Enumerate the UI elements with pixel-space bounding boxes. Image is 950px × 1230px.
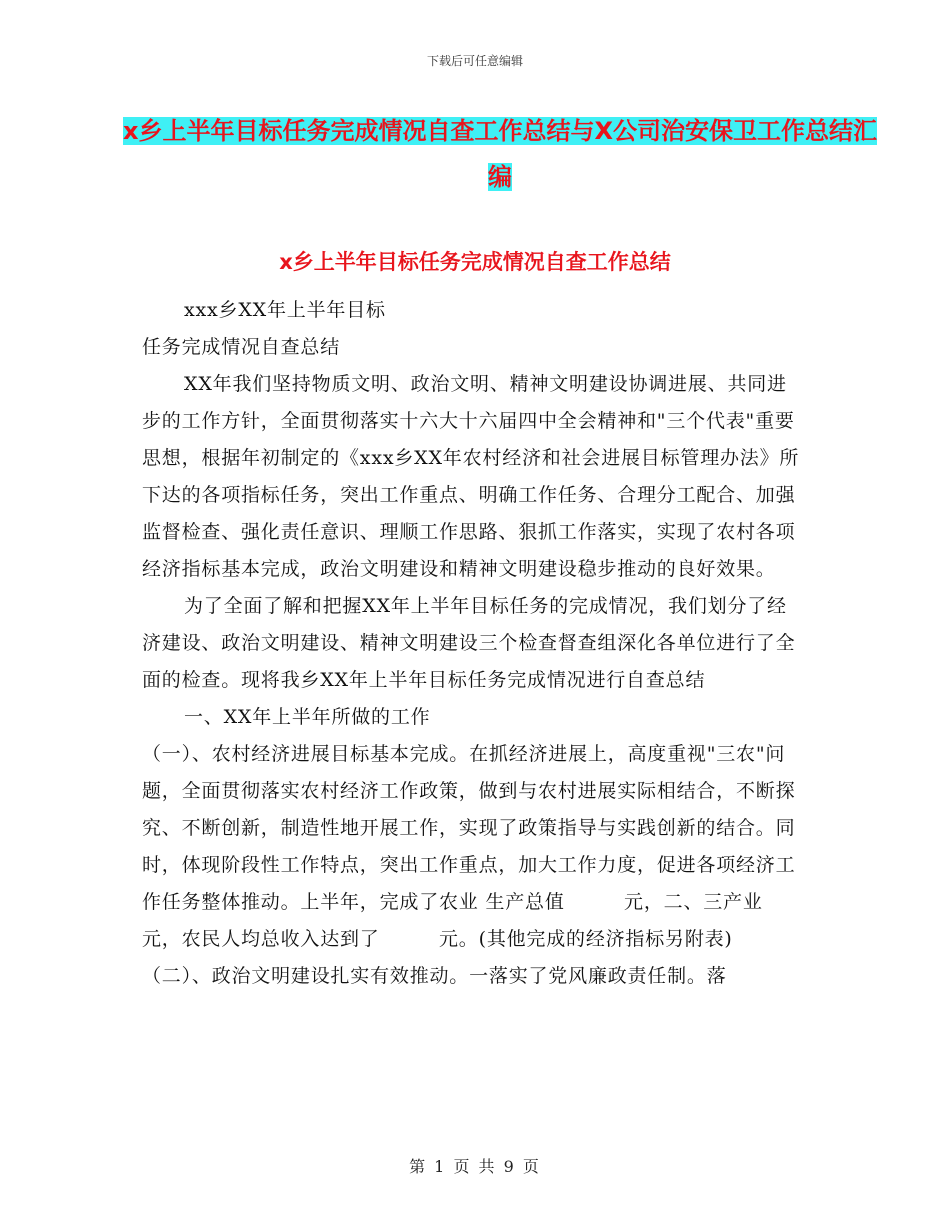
document-title [120, 108, 880, 200]
section-heading-work-done: 一、XX年上半年所做的工作 [184, 706, 431, 728]
document-title-text: x乡上半年目标任务完成情况自查工作总结与X公司治安保卫工作总结汇编 [123, 117, 877, 191]
paragraph-inspection: 为了全面了解和把握XX年上半年目标任务的完成情况，我们划分了经济建设、政治文明建设、精神文明建设三个检查督查组深化各单位进行了全面的检查。现将我乡XX年上半年目标任务完成情况进行自查总结 [142, 595, 796, 691]
paragraph-heading-line-2: 任务完成情况自查总结 [142, 336, 341, 358]
paragraph-intro: XX年我们坚持物质文明、政治文明、精神文明建设协调进展、共同进步的工作方针，全面贯彻落实十六大十六届四中全会精神和"三个代表"重要思想，根据年初制定的《xxx乡XX年农村经济和社会进展目标管理办法》所下达的各项指标任务，突出工作重点、明确工作任务、合理分工配合、加强监督检查、强化责任意识、理顺工作思路、狠抓工作落实，实现了农村各项经济指标基本完成，政治文明建设和精神文明建设稳步推动的良好效果。 [142, 373, 800, 580]
paragraph-politics: （二）、政治文明建设扎实有效推动。一落实了党风廉政责任制。落 [142, 965, 727, 987]
paragraph-heading-line-1: xxx乡XX年上半年目标 [184, 299, 386, 321]
page-footer: 第 1 页 共 9 页 [409, 1157, 541, 1176]
header-note: 下载后可任意编辑 [426, 54, 523, 68]
section-title: x乡上半年目标任务完成情况自查工作总结 [279, 250, 671, 274]
document-body [142, 292, 823, 995]
paragraph-economy: （一）、农村经济进展目标基本完成。在抓经济进展上，高度重视"三农"问题，全面贯彻落实农村经济工作政策，做到与农村进展实际相结合，不断探究、不断创新，制造性地开展工作，实现了政策指导与实践创新的结合。同时，体现阶段性工作特点，突出工作重点，加大工作力度，促进各项经济工作任务整体推动。上半年，完成了农业 生产总值 元，二、三产业 元，农民人均总收入达到了 元。(其他完成的经济指标另附表) [142, 743, 823, 950]
